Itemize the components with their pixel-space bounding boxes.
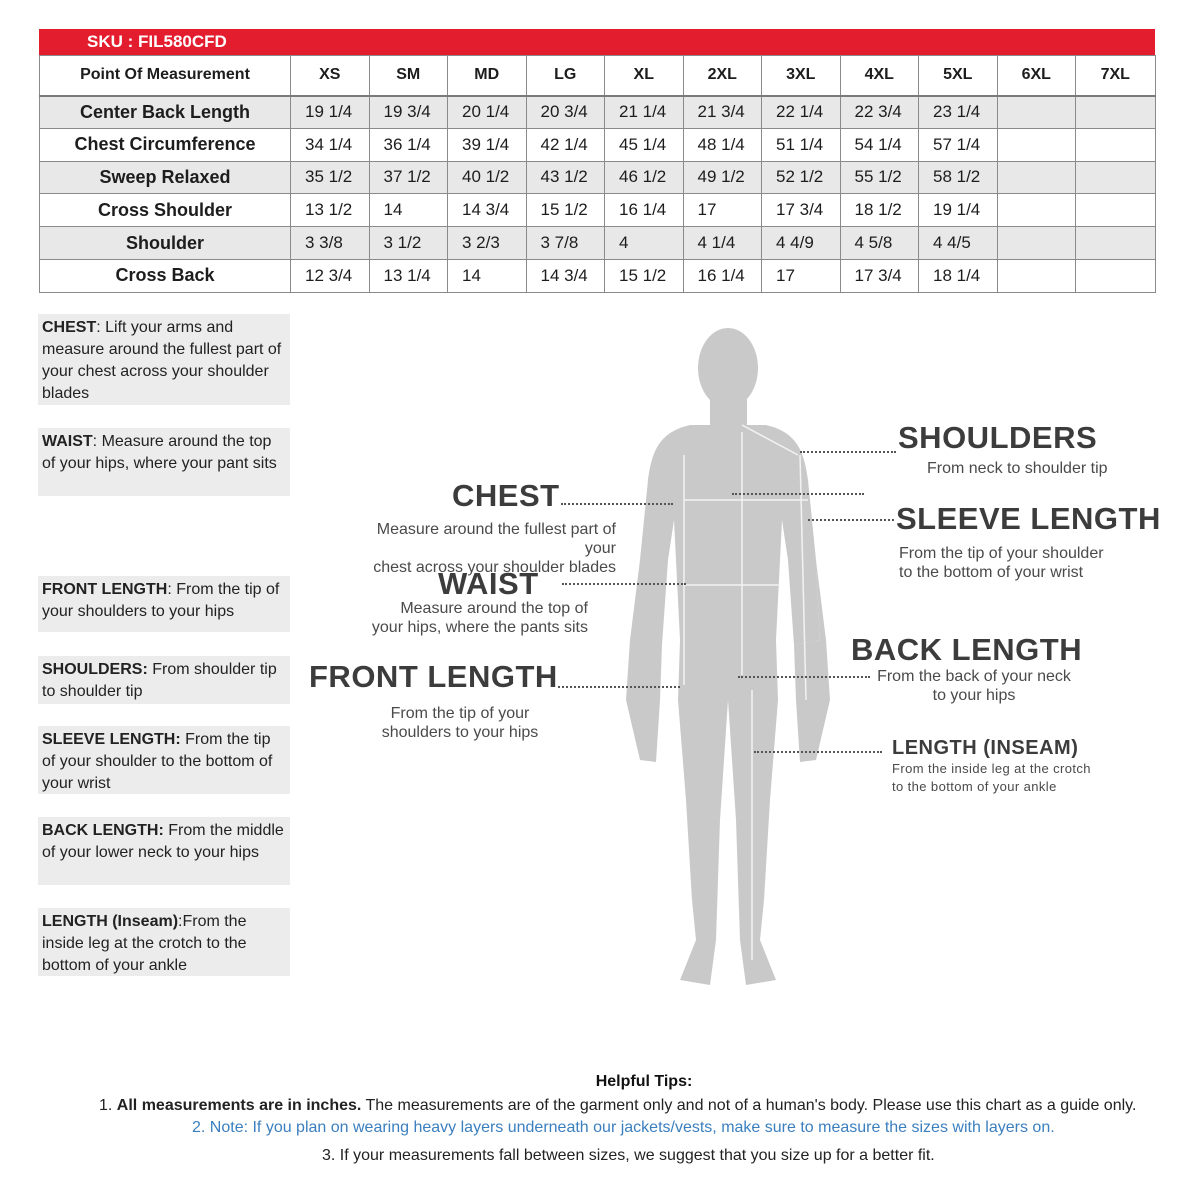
table-cell: 15 1/2 [526, 194, 605, 227]
table-cell: 17 3/4 [840, 259, 919, 292]
table-cell [997, 128, 1076, 161]
fig-inseam-desc [892, 760, 1091, 796]
table-cell: 52 1/2 [762, 161, 841, 194]
fig-sleeve-length-title: SLEEVE LENGTH [896, 501, 1161, 536]
header-point-of-measurement: Point Of Measurement [40, 56, 291, 96]
fig-back-length-desc-line1: From the back of your neck [877, 668, 1071, 685]
info-sleeve-length-text: From the tip of your shoulder to the bottom of your wrist [42, 731, 273, 792]
table-cell [997, 259, 1076, 292]
fig-waist-title: WAIST [438, 566, 539, 601]
fig-front-length-desc-line1: From the tip of your [390, 705, 530, 722]
sku-label: SKU : FIL580CFD [39, 29, 1155, 55]
fig-shoulders-title: SHOULDERS [898, 420, 1098, 455]
header-size: 7XL [1076, 56, 1156, 96]
table-cell: 4 1/4 [683, 227, 762, 260]
table-cell: 3 2/3 [448, 227, 527, 260]
shoulders-width-line [732, 493, 864, 495]
table-cell [997, 194, 1076, 227]
info-front-length-text: : From the tip of your shoulders to your hips [42, 581, 280, 620]
table-cell [997, 161, 1076, 194]
table-cell: 20 3/4 [526, 96, 605, 129]
tip-1-bold: All measurements are in inches. [116, 1097, 362, 1114]
table-cell: 13 1/2 [291, 194, 370, 227]
table-cell: 54 1/4 [840, 128, 919, 161]
table-cell: 45 1/4 [605, 128, 684, 161]
tip-1-rest: The measurements are of the garment only and not of a human's body. Please use this chart as a guide only. [361, 1097, 1137, 1114]
table-header-row [40, 56, 1156, 96]
silhouette-shape [626, 328, 830, 985]
fig-waist-desc [368, 599, 588, 637]
table-cell: 4 4/5 [919, 227, 998, 260]
header-size: MD [448, 56, 527, 96]
info-waist-text: : Measure around the top of your hips, where your pant sits [42, 433, 277, 472]
row-label: Cross Shoulder [40, 194, 291, 227]
header-size: 3XL [762, 56, 841, 96]
table-cell [1076, 259, 1156, 292]
fig-chest-desc-line2: chest across your shoulder blades [373, 559, 616, 576]
fig-chest-desc [346, 520, 616, 577]
table-cell: 57 1/4 [919, 128, 998, 161]
info-shoulders [38, 656, 290, 704]
table-cell [1076, 161, 1156, 194]
fig-sleeve-length-desc-line1: From the tip of your shoulder [899, 545, 1104, 562]
info-inseam-title: LENGTH (Inseam) [42, 913, 179, 930]
header-size: SM [369, 56, 448, 96]
table-cell: 4 5/8 [840, 227, 919, 260]
size-chart-table [39, 55, 1156, 293]
tip-1 [99, 1097, 1136, 1115]
table-cell: 20 1/4 [448, 96, 527, 129]
table-cell: 18 1/4 [919, 259, 998, 292]
table-cell: 21 3/4 [683, 96, 762, 129]
table-cell: 19 3/4 [369, 96, 448, 129]
table-cell: 21 1/4 [605, 96, 684, 129]
header-size: 4XL [840, 56, 919, 96]
table-cell: 22 1/4 [762, 96, 841, 129]
table-cell: 17 3/4 [762, 194, 841, 227]
table-cell: 16 1/4 [683, 259, 762, 292]
fig-inseam-desc-line2: to the bottom of your ankle [892, 779, 1057, 794]
row-label: Sweep Relaxed [40, 161, 291, 194]
table-cell [997, 227, 1076, 260]
table-cell: 4 [605, 227, 684, 260]
table-cell: 46 1/2 [605, 161, 684, 194]
tip-2: 2. Note: If you plan on wearing heavy layers underneath our jackets/vests, make sure to measure the sizes with layers on. [192, 1119, 1055, 1136]
fig-inseam-desc-line1: From the inside leg at the crotch [892, 761, 1091, 776]
info-chest [38, 314, 290, 405]
table-cell: 40 1/2 [448, 161, 527, 194]
table-cell [1076, 227, 1156, 260]
table-cell: 43 1/2 [526, 161, 605, 194]
table-cell: 51 1/4 [762, 128, 841, 161]
fig-shoulders-desc: From neck to shoulder tip [927, 460, 1108, 477]
table-cell [1076, 96, 1156, 129]
table-row [40, 194, 1156, 227]
info-back-length-title: BACK LENGTH: [42, 822, 164, 839]
fig-back-length-desc-line2: to your hips [932, 687, 1016, 704]
info-shoulders-text: From shoulder tip to shoulder tip [42, 661, 277, 700]
table-cell [1076, 194, 1156, 227]
row-label: Chest Circumference [40, 128, 291, 161]
table-cell: 23 1/4 [919, 96, 998, 129]
table-cell: 49 1/2 [683, 161, 762, 194]
fig-back-length-title: BACK LENGTH [851, 632, 1083, 667]
table-cell: 18 1/2 [840, 194, 919, 227]
header-size: 2XL [683, 56, 762, 96]
row-label: Cross Back [40, 259, 291, 292]
table-cell: 4 4/9 [762, 227, 841, 260]
table-row [40, 259, 1156, 292]
chest-leader-line [561, 503, 673, 505]
fig-front-length-desc [380, 704, 540, 742]
table-cell: 16 1/4 [605, 194, 684, 227]
table-row [40, 128, 1156, 161]
fig-inseam-title: LENGTH (INSEAM) [892, 737, 1079, 759]
table-cell [1076, 128, 1156, 161]
table-cell: 17 [683, 194, 762, 227]
waist-leader-line [562, 583, 686, 585]
table-cell: 3 1/2 [369, 227, 448, 260]
table-cell: 34 1/4 [291, 128, 370, 161]
table-cell: 22 3/4 [840, 96, 919, 129]
table-cell: 3 7/8 [526, 227, 605, 260]
info-sleeve-length-title: SLEEVE LENGTH: [42, 731, 181, 748]
info-sleeve-length [38, 726, 290, 794]
info-shoulders-title: SHOULDERS: [42, 661, 148, 678]
row-label: Center Back Length [40, 96, 291, 129]
info-waist-title: WAIST [42, 433, 93, 450]
fig-waist-desc-line1: Measure around the top of [400, 600, 588, 617]
header-size: LG [526, 56, 605, 96]
info-chest-text: : Lift your arms and measure around the fullest part of your chest across your shoulder blades [42, 319, 282, 402]
fig-sleeve-length-desc [899, 544, 1104, 582]
fig-chest-title: CHEST [452, 478, 560, 513]
table-cell: 14 [369, 194, 448, 227]
fig-waist-desc-line2: your hips, where the pants sits [371, 619, 588, 636]
table-cell: 14 [448, 259, 527, 292]
table-cell: 36 1/4 [369, 128, 448, 161]
info-front-length-title: FRONT LENGTH [42, 581, 168, 598]
guide-lines [684, 425, 808, 960]
table-cell: 39 1/4 [448, 128, 527, 161]
info-front-length [38, 576, 290, 632]
table-cell: 19 1/4 [919, 194, 998, 227]
info-chest-title: CHEST [42, 319, 97, 336]
header-size: 6XL [997, 56, 1076, 96]
table-cell: 17 [762, 259, 841, 292]
info-back-length-text: From the middle of your lower neck to your hips [42, 822, 284, 861]
table-cell: 13 1/4 [369, 259, 448, 292]
table-cell: 19 1/4 [291, 96, 370, 129]
tips-title: Helpful Tips: [595, 1073, 693, 1090]
table-cell: 58 1/2 [919, 161, 998, 194]
table-cell: 48 1/4 [683, 128, 762, 161]
header-size: XS [291, 56, 370, 96]
fig-front-length-desc-line2: shoulders to your hips [381, 724, 539, 741]
info-inseam-text: :From the inside leg at the crotch to the bottom of your ankle [42, 913, 247, 974]
row-label: Shoulder [40, 227, 291, 260]
front-length-leader-line [558, 686, 680, 688]
table-cell: 35 1/2 [291, 161, 370, 194]
tip-1-prefix: 1. [99, 1097, 117, 1114]
fig-front-length-title: FRONT LENGTH [309, 659, 558, 694]
table-cell: 55 1/2 [840, 161, 919, 194]
inseam-leader-line [754, 751, 882, 753]
table-cell: 12 3/4 [291, 259, 370, 292]
header-size: 5XL [919, 56, 998, 96]
info-back-length [38, 817, 290, 885]
tip-3: 3. If your measurements fall between sizes, we suggest that you size up for a better fit. [322, 1147, 935, 1164]
header-size: XL [605, 56, 684, 96]
info-inseam [38, 908, 290, 976]
table-cell: 15 1/2 [605, 259, 684, 292]
info-waist [38, 428, 290, 496]
table-cell: 37 1/2 [369, 161, 448, 194]
fig-back-length-desc [876, 667, 1072, 705]
table-cell: 42 1/4 [526, 128, 605, 161]
shoulders-leader-line [800, 451, 896, 453]
table-row [40, 96, 1156, 129]
table-cell [997, 96, 1076, 129]
table-cell: 3 3/8 [291, 227, 370, 260]
table-cell: 14 3/4 [526, 259, 605, 292]
sleeve-length-leader-line [808, 519, 894, 521]
fig-sleeve-length-desc-line2: to the bottom of your wrist [899, 564, 1084, 581]
table-row [40, 227, 1156, 260]
table-row [40, 161, 1156, 194]
back-length-leader-line [738, 676, 870, 678]
fig-chest-desc-line1: Measure around the fullest part of your [376, 521, 616, 557]
table-cell: 14 3/4 [448, 194, 527, 227]
